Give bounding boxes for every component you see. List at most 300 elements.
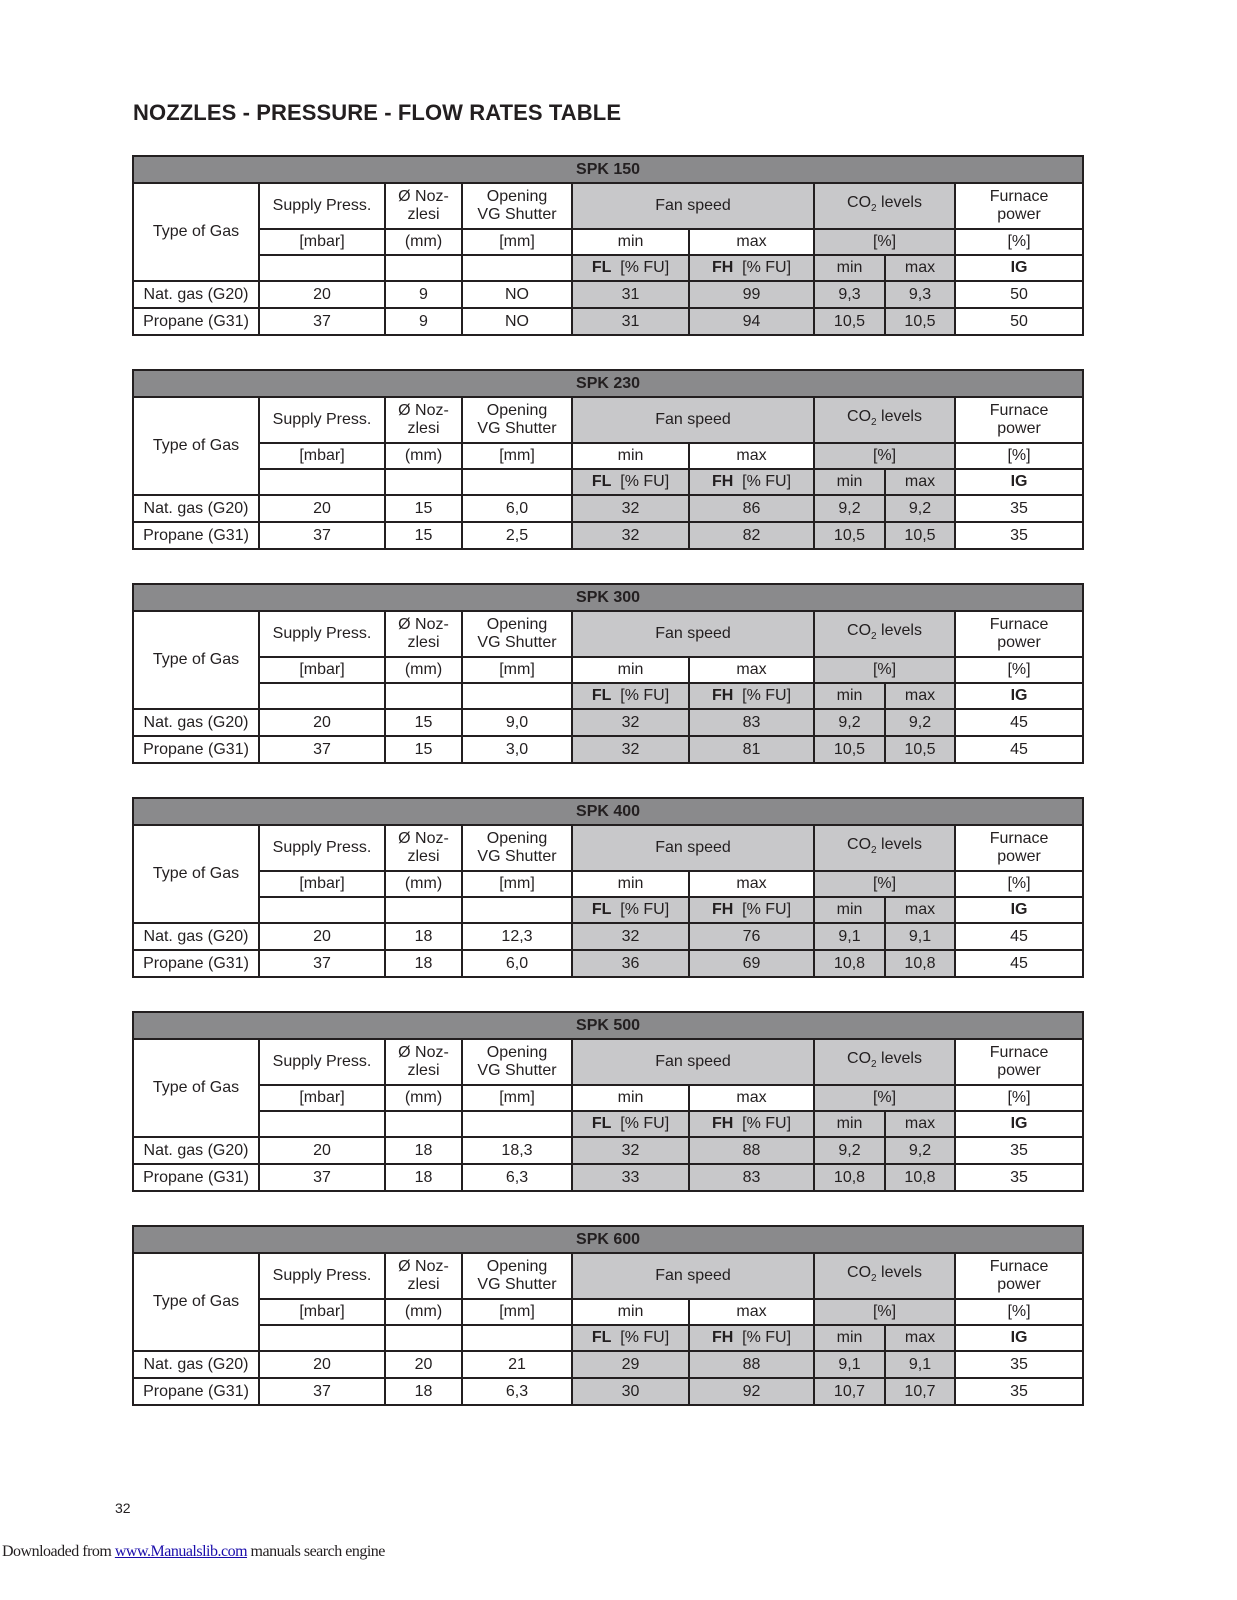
opening-header-line1: Opening xyxy=(486,1044,548,1061)
ig-label: IG xyxy=(955,469,1083,495)
fan-max-label: max xyxy=(689,1085,814,1111)
spk-table xyxy=(132,155,1084,336)
header-row xyxy=(133,397,1083,443)
furnace-header-line1: Furnace xyxy=(989,1044,1049,1061)
co2-levels-label: levels xyxy=(876,193,922,211)
co2-max-label: max xyxy=(885,1111,955,1137)
fl-unit: [% FU] xyxy=(620,1329,670,1346)
supply-press-header: Supply Press. xyxy=(259,1039,385,1085)
table-row xyxy=(133,495,1083,522)
fl-label: FL xyxy=(591,1115,612,1132)
fl-unit: [% FU] xyxy=(620,901,670,918)
fan-speed-fl: 36 xyxy=(572,950,689,977)
subheader-row xyxy=(133,897,1083,923)
fl-subheader xyxy=(572,469,689,495)
nozzle-diameter: 18 xyxy=(385,1378,462,1405)
page-title: NOZZLES - PRESSURE - FLOW RATES TABLE xyxy=(133,100,622,125)
nozzles-header xyxy=(385,611,462,657)
fh-unit: [% FU] xyxy=(742,687,792,704)
footer xyxy=(2,1543,385,1561)
nozzles-header xyxy=(385,397,462,443)
furnace-power-ig: 35 xyxy=(955,1378,1083,1405)
spk-table xyxy=(132,583,1084,764)
fh-label: FH xyxy=(711,259,734,276)
ig-label: IG xyxy=(955,1325,1083,1351)
empty-cell xyxy=(259,683,385,709)
empty-cell xyxy=(259,1111,385,1137)
furnace-header-line1: Furnace xyxy=(989,830,1049,847)
co2-min: 10,8 xyxy=(814,950,885,977)
opening-header-line2: VG Shutter xyxy=(477,420,557,437)
fan-speed-header: Fan speed xyxy=(572,1039,814,1085)
unit-mm: (mm) xyxy=(385,229,462,255)
co2-min: 10,5 xyxy=(814,522,885,549)
fan-speed-fl: 32 xyxy=(572,736,689,763)
nozzle-diameter: 20 xyxy=(385,1351,462,1378)
fan-speed-fh: 86 xyxy=(689,495,814,522)
supply-press-header: Supply Press. xyxy=(259,1253,385,1299)
fl-label: FL xyxy=(591,259,612,276)
header-row xyxy=(133,825,1083,871)
model-name: SPK 500 xyxy=(133,1012,1083,1039)
co2-levels-label: levels xyxy=(876,835,922,853)
nozzles-header-line2: zlesi xyxy=(407,1276,440,1293)
opening-header-line1: Opening xyxy=(486,402,548,419)
supply-pressure: 20 xyxy=(259,495,385,522)
unit-mm: (mm) xyxy=(385,1299,462,1325)
fl-unit: [% FU] xyxy=(620,473,670,490)
unit-mm: (mm) xyxy=(385,871,462,897)
units-row xyxy=(133,229,1083,255)
co2-levels-header xyxy=(814,1253,955,1299)
co2-max-label: max xyxy=(885,255,955,281)
furnace-header-line2: power xyxy=(997,420,1041,437)
gas-type: Propane (G31) xyxy=(133,950,259,977)
fl-subheader xyxy=(572,683,689,709)
type-of-gas-header: Type of Gas xyxy=(133,1253,259,1351)
subheader-row xyxy=(133,1325,1083,1351)
co2-max: 10,5 xyxy=(885,522,955,549)
gas-type: Nat. gas (G20) xyxy=(133,1137,259,1164)
co2-levels-header xyxy=(814,825,955,871)
nozzle-diameter: 18 xyxy=(385,1137,462,1164)
model-name: SPK 300 xyxy=(133,584,1083,611)
fl-unit: [% FU] xyxy=(620,687,670,704)
nozzle-diameter: 9 xyxy=(385,281,462,308)
fh-subheader xyxy=(689,897,814,923)
opening-header-line2: VG Shutter xyxy=(477,634,557,651)
co2-max: 10,5 xyxy=(885,308,955,335)
supply-pressure: 20 xyxy=(259,281,385,308)
shutter-opening: NO xyxy=(462,308,572,335)
empty-cell xyxy=(385,255,462,281)
header-row xyxy=(133,1253,1083,1299)
fan-min-label: min xyxy=(572,657,689,683)
co2-min-label: min xyxy=(814,897,885,923)
co2-label: CO xyxy=(847,621,872,639)
co2-min-label: min xyxy=(814,1325,885,1351)
opening-header-line2: VG Shutter xyxy=(477,1276,557,1293)
shutter-opening: 9,0 xyxy=(462,709,572,736)
spk-table xyxy=(132,1011,1084,1192)
co2-min: 9,2 xyxy=(814,1137,885,1164)
co2-max: 9,2 xyxy=(885,709,955,736)
empty-cell xyxy=(462,897,572,923)
unit-mm-opening: [mm] xyxy=(462,657,572,683)
type-of-gas-header: Type of Gas xyxy=(133,183,259,281)
opening-header xyxy=(462,611,572,657)
model-row xyxy=(133,798,1083,825)
unit-mbar: [mbar] xyxy=(259,1299,385,1325)
supply-pressure: 20 xyxy=(259,923,385,950)
co2-subscript: 2 xyxy=(871,631,877,643)
fan-speed-header: Fan speed xyxy=(572,397,814,443)
co2-max: 10,5 xyxy=(885,736,955,763)
fan-speed-header: Fan speed xyxy=(572,1253,814,1299)
gas-type: Propane (G31) xyxy=(133,736,259,763)
nozzles-header-line1: Ø Noz- xyxy=(398,402,449,419)
fan-speed-fl: 33 xyxy=(572,1164,689,1191)
model-name: SPK 230 xyxy=(133,370,1083,397)
opening-header xyxy=(462,825,572,871)
co2-label: CO xyxy=(847,1049,872,1067)
supply-pressure: 20 xyxy=(259,1137,385,1164)
units-row xyxy=(133,443,1083,469)
gas-type: Propane (G31) xyxy=(133,1164,259,1191)
ig-label: IG xyxy=(955,683,1083,709)
co2-max: 10,8 xyxy=(885,1164,955,1191)
empty-cell xyxy=(259,1325,385,1351)
shutter-opening: 6,3 xyxy=(462,1164,572,1191)
shutter-opening: 6,0 xyxy=(462,950,572,977)
type-of-gas-header: Type of Gas xyxy=(133,611,259,709)
fan-speed-fl: 31 xyxy=(572,281,689,308)
fan-speed-header: Fan speed xyxy=(572,825,814,871)
furnace-power-ig: 35 xyxy=(955,1164,1083,1191)
nozzles-header-line1: Ø Noz- xyxy=(398,188,449,205)
co2-max: 9,2 xyxy=(885,495,955,522)
nozzle-diameter: 15 xyxy=(385,736,462,763)
fh-label: FH xyxy=(711,473,734,490)
nozzle-diameter: 15 xyxy=(385,709,462,736)
furnace-power-header xyxy=(955,1253,1083,1299)
table-row xyxy=(133,308,1083,335)
supply-pressure: 37 xyxy=(259,308,385,335)
fh-subheader xyxy=(689,469,814,495)
co2-label: CO xyxy=(847,1263,872,1281)
nozzles-header xyxy=(385,825,462,871)
unit-mm-opening: [mm] xyxy=(462,1299,572,1325)
fan-max-label: max xyxy=(689,871,814,897)
furnace-unit: [%] xyxy=(955,1085,1083,1111)
fan-speed-fh: 69 xyxy=(689,950,814,977)
empty-cell xyxy=(385,897,462,923)
empty-cell xyxy=(259,255,385,281)
co2-max-label: max xyxy=(885,469,955,495)
type-of-gas-header: Type of Gas xyxy=(133,397,259,495)
units-row xyxy=(133,1085,1083,1111)
empty-cell xyxy=(259,469,385,495)
shutter-opening: 18,3 xyxy=(462,1137,572,1164)
co2-levels-label: levels xyxy=(876,621,922,639)
empty-cell xyxy=(462,1111,572,1137)
shutter-opening: 21 xyxy=(462,1351,572,1378)
fan-min-label: min xyxy=(572,871,689,897)
unit-mm-opening: [mm] xyxy=(462,1085,572,1111)
furnace-header-line2: power xyxy=(997,1276,1041,1293)
opening-header xyxy=(462,397,572,443)
furnace-header-line1: Furnace xyxy=(989,1258,1049,1275)
fan-speed-fh: 82 xyxy=(689,522,814,549)
opening-header-line1: Opening xyxy=(486,616,548,633)
fan-speed-fl: 32 xyxy=(572,1137,689,1164)
shutter-opening: 2,5 xyxy=(462,522,572,549)
nozzles-header-line2: zlesi xyxy=(407,634,440,651)
manualslib-link[interactable]: www.Manualslib.com xyxy=(114,1543,248,1560)
fh-subheader xyxy=(689,1111,814,1137)
table-row xyxy=(133,1137,1083,1164)
furnace-header-line2: power xyxy=(997,634,1041,651)
co2-max: 10,8 xyxy=(885,950,955,977)
co2-unit: [%] xyxy=(814,229,955,255)
co2-levels-header xyxy=(814,1039,955,1085)
unit-mm-opening: [mm] xyxy=(462,229,572,255)
subheader-row xyxy=(133,255,1083,281)
co2-subscript: 2 xyxy=(871,1273,877,1285)
spk-table xyxy=(132,797,1084,978)
model-row xyxy=(133,1012,1083,1039)
co2-min: 9,2 xyxy=(814,495,885,522)
furnace-header-line2: power xyxy=(997,1062,1041,1079)
fan-speed-fh: 92 xyxy=(689,1378,814,1405)
opening-header-line2: VG Shutter xyxy=(477,206,557,223)
gas-type: Propane (G31) xyxy=(133,1378,259,1405)
shutter-opening: 6,3 xyxy=(462,1378,572,1405)
fan-speed-fh: 99 xyxy=(689,281,814,308)
co2-unit: [%] xyxy=(814,443,955,469)
nozzles-header-line2: zlesi xyxy=(407,1062,440,1079)
tables-container xyxy=(132,155,1084,1439)
subheader-row xyxy=(133,469,1083,495)
furnace-header-line2: power xyxy=(997,206,1041,223)
supply-pressure: 37 xyxy=(259,1378,385,1405)
nozzle-diameter: 15 xyxy=(385,495,462,522)
nozzle-diameter: 9 xyxy=(385,308,462,335)
table-row xyxy=(133,709,1083,736)
nozzles-header-line2: zlesi xyxy=(407,206,440,223)
spk-table xyxy=(132,369,1084,550)
furnace-power-ig: 35 xyxy=(955,1351,1083,1378)
table-row xyxy=(133,1351,1083,1378)
co2-unit: [%] xyxy=(814,1085,955,1111)
supply-press-header: Supply Press. xyxy=(259,825,385,871)
unit-mbar: [mbar] xyxy=(259,657,385,683)
co2-max: 9,1 xyxy=(885,1351,955,1378)
furnace-unit: [%] xyxy=(955,443,1083,469)
co2-max: 9,2 xyxy=(885,1137,955,1164)
model-row xyxy=(133,156,1083,183)
nozzles-header-line1: Ø Noz- xyxy=(398,830,449,847)
co2-levels-label: levels xyxy=(876,407,922,425)
co2-levels-header xyxy=(814,183,955,229)
co2-max: 10,7 xyxy=(885,1378,955,1405)
fan-min-label: min xyxy=(572,229,689,255)
fl-subheader xyxy=(572,1111,689,1137)
gas-type: Nat. gas (G20) xyxy=(133,923,259,950)
co2-min-label: min xyxy=(814,255,885,281)
furnace-power-header xyxy=(955,183,1083,229)
fan-speed-fl: 32 xyxy=(572,709,689,736)
fl-subheader xyxy=(572,1325,689,1351)
header-row xyxy=(133,183,1083,229)
model-row xyxy=(133,370,1083,397)
fh-label: FH xyxy=(711,1115,734,1132)
co2-max-label: max xyxy=(885,897,955,923)
nozzles-header xyxy=(385,1039,462,1085)
table-row xyxy=(133,281,1083,308)
supply-press-header: Supply Press. xyxy=(259,397,385,443)
gas-type: Nat. gas (G20) xyxy=(133,495,259,522)
supply-press-header: Supply Press. xyxy=(259,183,385,229)
nozzles-header-line1: Ø Noz- xyxy=(398,1044,449,1061)
co2-min: 9,2 xyxy=(814,709,885,736)
furnace-unit: [%] xyxy=(955,229,1083,255)
nozzle-diameter: 15 xyxy=(385,522,462,549)
fh-unit: [% FU] xyxy=(742,473,792,490)
table-row xyxy=(133,736,1083,763)
furnace-power-header xyxy=(955,397,1083,443)
fan-speed-header: Fan speed xyxy=(572,183,814,229)
furnace-unit: [%] xyxy=(955,657,1083,683)
fl-label: FL xyxy=(591,687,612,704)
co2-subscript: 2 xyxy=(871,845,877,857)
table-row xyxy=(133,1378,1083,1405)
co2-levels-header xyxy=(814,397,955,443)
gas-type: Nat. gas (G20) xyxy=(133,281,259,308)
fan-speed-fl: 30 xyxy=(572,1378,689,1405)
opening-header-line2: VG Shutter xyxy=(477,848,557,865)
co2-levels-header xyxy=(814,611,955,657)
fan-speed-fh: 88 xyxy=(689,1137,814,1164)
spk-table xyxy=(132,1225,1084,1406)
fh-subheader xyxy=(689,1325,814,1351)
fh-subheader xyxy=(689,255,814,281)
co2-unit: [%] xyxy=(814,871,955,897)
supply-pressure: 37 xyxy=(259,1164,385,1191)
subheader-row xyxy=(133,683,1083,709)
nozzles-header-line1: Ø Noz- xyxy=(398,1258,449,1275)
fl-label: FL xyxy=(591,1329,612,1346)
empty-cell xyxy=(385,683,462,709)
fan-speed-fl: 29 xyxy=(572,1351,689,1378)
opening-header-line1: Opening xyxy=(486,1258,548,1275)
empty-cell xyxy=(462,255,572,281)
fan-speed-fl: 31 xyxy=(572,308,689,335)
furnace-power-ig: 35 xyxy=(955,1137,1083,1164)
co2-label: CO xyxy=(847,835,872,853)
fan-max-label: max xyxy=(689,229,814,255)
unit-mm: (mm) xyxy=(385,443,462,469)
furnace-power-header xyxy=(955,1039,1083,1085)
page-number: 32 xyxy=(115,1500,131,1516)
co2-levels-label: levels xyxy=(876,1263,922,1281)
nozzles-header xyxy=(385,1253,462,1299)
fan-speed-fh: 83 xyxy=(689,709,814,736)
shutter-opening: 6,0 xyxy=(462,495,572,522)
unit-mm-opening: [mm] xyxy=(462,443,572,469)
fan-max-label: max xyxy=(689,657,814,683)
nozzles-header xyxy=(385,183,462,229)
supply-pressure: 37 xyxy=(259,950,385,977)
nozzles-header-line2: zlesi xyxy=(407,848,440,865)
co2-min-label: min xyxy=(814,1111,885,1137)
empty-cell xyxy=(385,469,462,495)
co2-subscript: 2 xyxy=(871,203,877,215)
units-row xyxy=(133,1299,1083,1325)
model-name: SPK 150 xyxy=(133,156,1083,183)
co2-min: 10,5 xyxy=(814,308,885,335)
header-row xyxy=(133,611,1083,657)
co2-label: CO xyxy=(847,407,872,425)
furnace-power-header xyxy=(955,611,1083,657)
fh-subheader xyxy=(689,683,814,709)
fan-speed-fh: 76 xyxy=(689,923,814,950)
footer-suffix: manuals search engine xyxy=(247,1543,385,1560)
furnace-power-ig: 45 xyxy=(955,736,1083,763)
co2-min-label: min xyxy=(814,469,885,495)
subheader-row xyxy=(133,1111,1083,1137)
furnace-unit: [%] xyxy=(955,1299,1083,1325)
fan-speed-fl: 32 xyxy=(572,495,689,522)
gas-type: Propane (G31) xyxy=(133,522,259,549)
unit-mbar: [mbar] xyxy=(259,1085,385,1111)
fan-speed-fh: 83 xyxy=(689,1164,814,1191)
table-row xyxy=(133,950,1083,977)
fh-unit: [% FU] xyxy=(742,259,792,276)
co2-subscript: 2 xyxy=(871,1059,877,1071)
fan-max-label: max xyxy=(689,1299,814,1325)
furnace-header-line1: Furnace xyxy=(989,188,1049,205)
co2-min: 9,1 xyxy=(814,923,885,950)
table-row xyxy=(133,923,1083,950)
fh-label: FH xyxy=(711,901,734,918)
furnace-power-ig: 45 xyxy=(955,950,1083,977)
ig-label: IG xyxy=(955,255,1083,281)
fan-speed-fl: 32 xyxy=(572,923,689,950)
fl-subheader xyxy=(572,897,689,923)
unit-mbar: [mbar] xyxy=(259,871,385,897)
fh-unit: [% FU] xyxy=(742,901,792,918)
furnace-header-line1: Furnace xyxy=(989,402,1049,419)
ig-label: IG xyxy=(955,1111,1083,1137)
fh-unit: [% FU] xyxy=(742,1115,792,1132)
co2-subscript: 2 xyxy=(871,417,877,429)
gas-type: Propane (G31) xyxy=(133,308,259,335)
nozzles-header-line1: Ø Noz- xyxy=(398,616,449,633)
co2-unit: [%] xyxy=(814,657,955,683)
model-name: SPK 400 xyxy=(133,798,1083,825)
fl-unit: [% FU] xyxy=(620,1115,670,1132)
shutter-opening: 3,0 xyxy=(462,736,572,763)
units-row xyxy=(133,871,1083,897)
unit-mbar: [mbar] xyxy=(259,443,385,469)
co2-max: 9,1 xyxy=(885,923,955,950)
supply-pressure: 20 xyxy=(259,1351,385,1378)
co2-min: 10,5 xyxy=(814,736,885,763)
fl-subheader xyxy=(572,255,689,281)
furnace-header-line2: power xyxy=(997,848,1041,865)
type-of-gas-header: Type of Gas xyxy=(133,1039,259,1137)
